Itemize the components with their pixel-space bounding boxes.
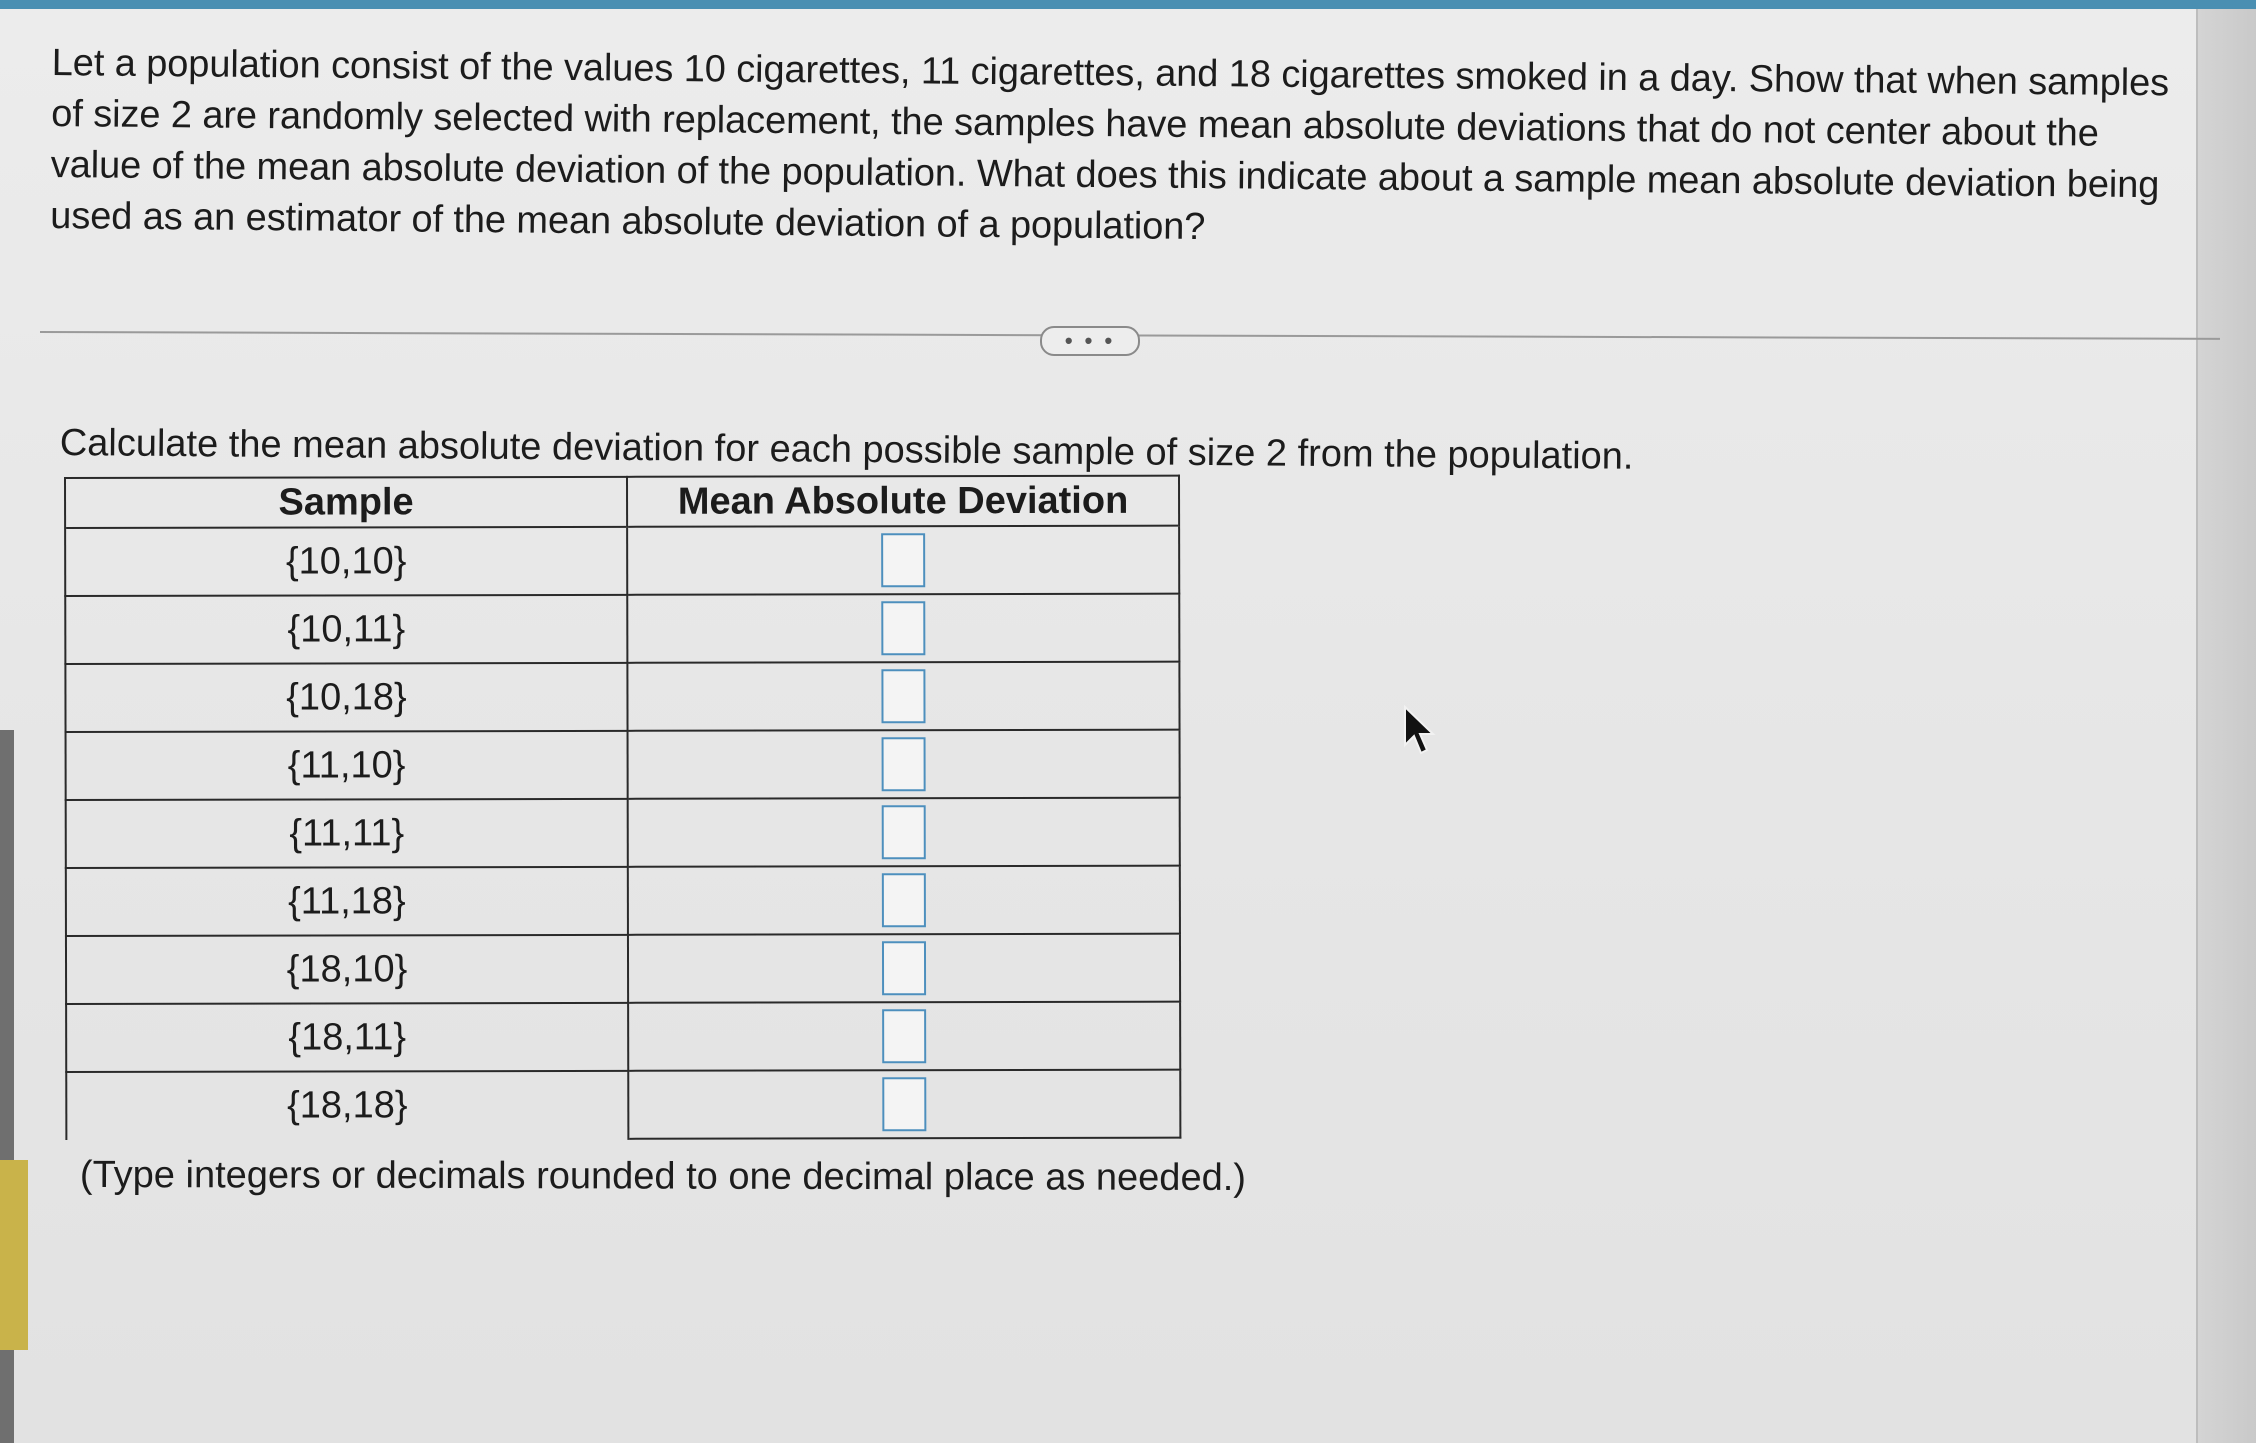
table-row — [65, 594, 1179, 664]
sample-cell: {10,18} — [65, 663, 627, 732]
mad-cell — [628, 866, 1180, 935]
mad-cell — [627, 662, 1179, 731]
sample-cell: {18,18} — [66, 1071, 628, 1140]
answer-input-box[interactable] — [882, 1077, 926, 1131]
answer-input-box[interactable] — [882, 1009, 926, 1063]
table-row — [66, 1070, 1180, 1140]
mad-cell — [628, 798, 1180, 867]
sample-cell: {10,11} — [65, 595, 627, 664]
mad-cell — [628, 1002, 1180, 1071]
answer-input-box[interactable] — [881, 533, 925, 587]
table-header-row — [65, 476, 1179, 528]
sample-cell: {11,11} — [66, 799, 628, 868]
sample-cell: {10,10} — [65, 527, 627, 596]
right-scroll-edge — [2196, 9, 2256, 1443]
instruction-text: Calculate the mean absolute deviation for each possible sample of size 2 from the population. — [59, 421, 1634, 478]
table-row — [66, 798, 1180, 868]
mad-cell — [628, 934, 1180, 1003]
table-row — [65, 526, 1179, 596]
table-row — [66, 1002, 1180, 1072]
answer-input-box[interactable] — [882, 873, 926, 927]
sample-cell: {18,10} — [66, 935, 628, 1004]
table-row — [66, 866, 1180, 936]
mad-table — [64, 475, 1181, 1141]
question-text: Let a population consist of the values 10 cigarettes, 11 cigarettes, and 18 cigarettes smoked in a day. Show that when samples of size 2 are randomly selected with replacement, the samples have mean absolute deviations that do not center about the value of the mean absolute deviation of the population. What does this indicate about a sample mean absolute deviation being used as an estimator of the mean absolute deviation of a population? — [50, 41, 2170, 249]
table-row — [65, 662, 1179, 732]
mad-table-container — [64, 475, 1181, 1141]
answer-input-box[interactable] — [881, 669, 925, 723]
column-header-mad: Mean Absolute Deviation — [627, 476, 1179, 527]
table-row — [66, 934, 1180, 1004]
left-edge-highlight — [0, 1160, 28, 1350]
mad-cell — [628, 730, 1180, 799]
sample-cell: {11,18} — [66, 867, 628, 936]
mad-cell — [627, 594, 1179, 663]
mouse-pointer-icon — [1403, 705, 1439, 757]
top-accent-bar — [0, 0, 2256, 9]
answer-input-box[interactable] — [882, 737, 926, 791]
expand-more-button[interactable]: • • • — [1040, 326, 1140, 356]
answer-input-box[interactable] — [882, 941, 926, 995]
answer-input-box[interactable] — [882, 805, 926, 859]
answer-input-box[interactable] — [881, 601, 925, 655]
rounding-note: (Type integers or decimals rounded to one decimal place as needed.) — [79, 1154, 1247, 1200]
sample-cell: {11,10} — [66, 731, 628, 800]
column-header-sample: Sample — [65, 477, 627, 528]
table-row — [66, 730, 1180, 800]
mad-cell — [628, 1070, 1180, 1139]
mad-cell — [627, 526, 1179, 595]
sample-cell: {18,11} — [66, 1003, 628, 1072]
